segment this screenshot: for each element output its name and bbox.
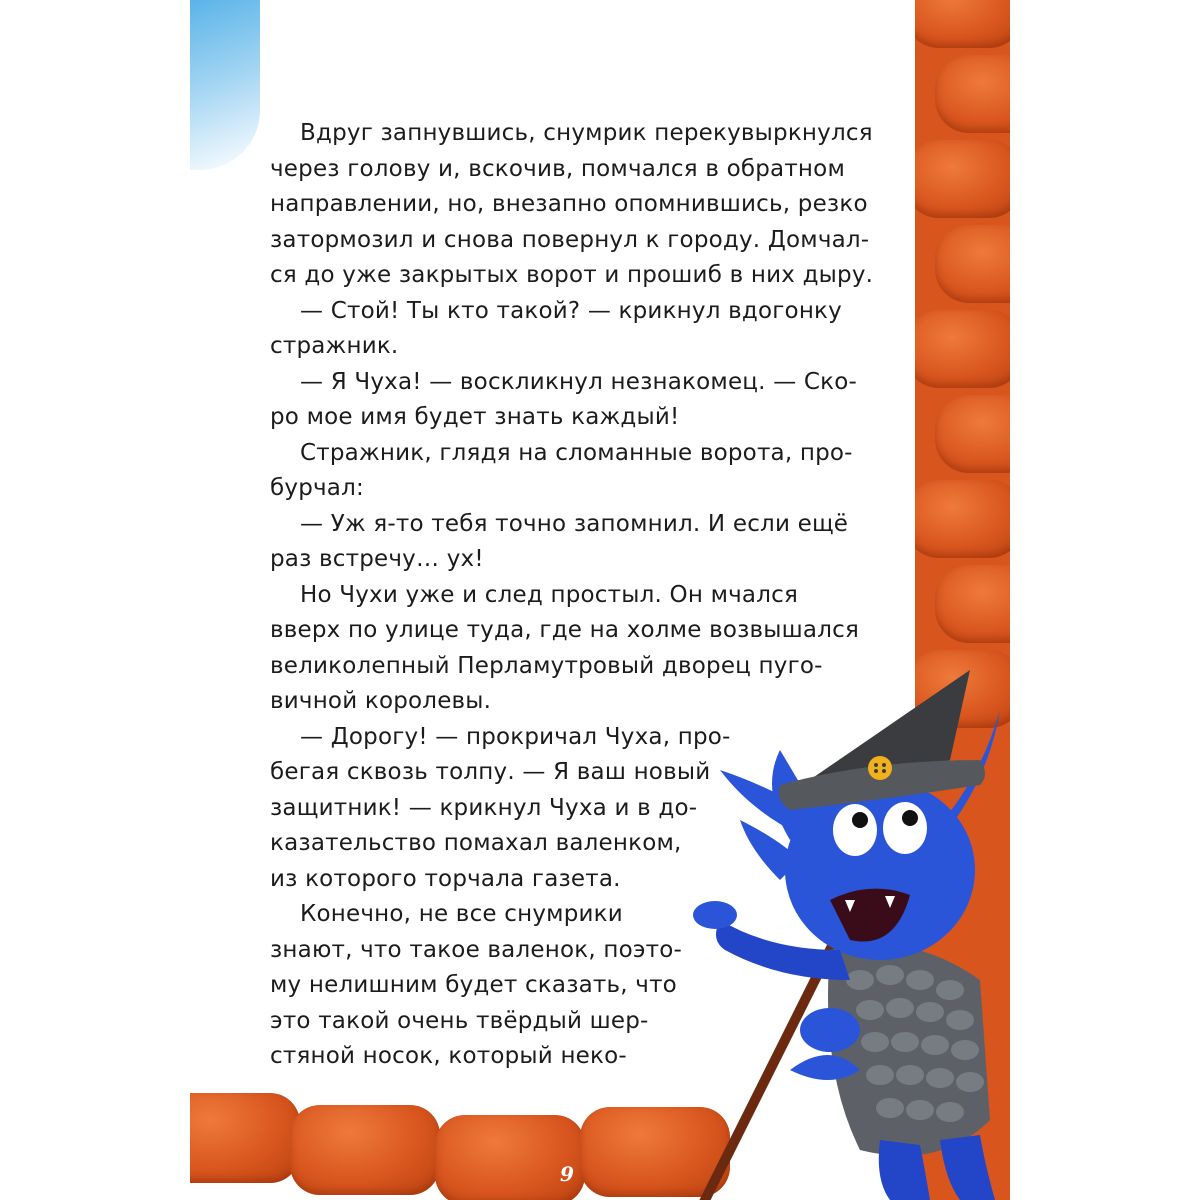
text-line: из которого торчала газета. bbox=[270, 865, 621, 892]
text-line: Конечно, не все снумрики bbox=[300, 901, 623, 927]
text-line: Стражник, глядя на сломанные ворота, про- bbox=[300, 439, 853, 466]
text-line: направлении, но, внезапно опомнившись, резко bbox=[270, 191, 868, 217]
text-line: му нелишним будет сказать, что bbox=[270, 972, 677, 998]
text-line: затормозил и снова повернул к городу. Домчал- bbox=[270, 226, 870, 253]
sky-illustration-corner bbox=[190, 0, 260, 170]
text-line: — Я Чуха! — воскликнул незнакомец. — Ско- bbox=[300, 368, 858, 395]
text-line: великолепный Перламутровый дворец пуго- bbox=[270, 652, 823, 679]
text-line: вичной королевы. bbox=[270, 688, 492, 714]
text-line: — Дорогу! — прокричал Чуха, про- bbox=[300, 723, 731, 750]
brick-floor-illustration bbox=[190, 1085, 750, 1200]
text-line: раз встречу… ух! bbox=[270, 546, 484, 572]
text-line: — Уж я-то тебя точно запомнил. И если ещё bbox=[300, 510, 849, 537]
text-line: Но Чухи уже и след простыл. Он мчался bbox=[300, 581, 798, 608]
text-line: стражник. bbox=[270, 333, 399, 359]
page-number: 9 bbox=[560, 1162, 574, 1186]
text-line: бурчал: bbox=[270, 475, 364, 501]
text-line: ро мое имя будет знать каждый! bbox=[270, 404, 680, 430]
text-line: это такой очень твёрдый шер- bbox=[270, 1007, 649, 1034]
text-line: стяной носок, который неко- bbox=[270, 1043, 627, 1069]
book-page bbox=[190, 0, 1010, 1200]
text-line: казательство помахал валенком, bbox=[270, 830, 682, 856]
text-line: — Стой! Ты кто такой? — крикнул вдогонку bbox=[300, 297, 842, 324]
chukha-character-illustration bbox=[680, 650, 1010, 1200]
text-line: через голову и, вскочив, помчался в обратном bbox=[270, 155, 845, 182]
text-line: ся до уже закрытых ворот и прошиб в них дыру. bbox=[270, 262, 874, 288]
text-line: защитник! — крикнул Чуха и в до- bbox=[270, 794, 698, 821]
text-line: вверх по улице туда, где на холме возвышался bbox=[270, 617, 859, 643]
text-line: знают, что такое валенок, поэто- bbox=[270, 936, 683, 963]
text-line: бегая сквозь толпу. — Я ваш новый bbox=[270, 759, 711, 785]
text-line: Вдруг запнувшись, снумрик перекувыркнулся bbox=[300, 120, 873, 146]
